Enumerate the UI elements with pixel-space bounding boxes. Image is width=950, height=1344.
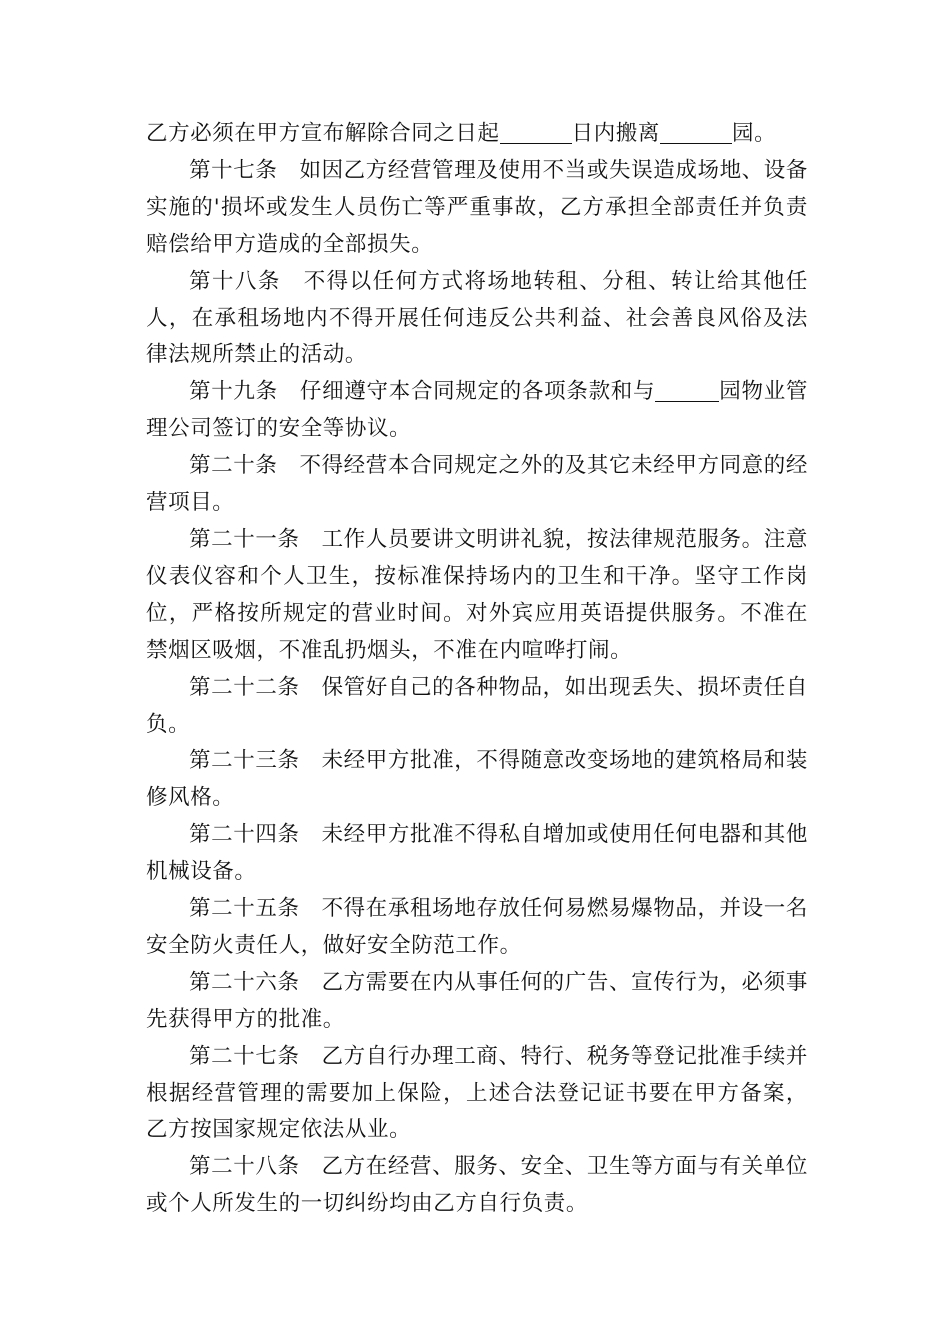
article-text: 乙方需要在内从事任何的广告、宣传行为，必须事先获得甲方的批准。 bbox=[146, 969, 808, 1032]
paragraph-text: 乙方必须在甲方宣布解除合同之日起 bbox=[146, 121, 500, 146]
article-21 bbox=[146, 522, 808, 670]
article-number: 第十七条 bbox=[189, 157, 278, 183]
article-number: 第二十六条 bbox=[189, 969, 300, 995]
article-number: 第二十条 bbox=[189, 453, 278, 479]
article-text: 乙方在经营、服务、安全、卫生等方面与有关单位或个人所发生的一切纠纷均由乙方自行负责。 bbox=[146, 1154, 808, 1217]
article-text: 仔细遵守本合同规定的各项条款和与 bbox=[299, 379, 656, 405]
article-number: 第二十四条 bbox=[189, 822, 300, 848]
article-number: 第十八条 bbox=[189, 268, 281, 294]
article-text: 保管好自己的各种物品，如出现丢失、损坏责任自负。 bbox=[146, 674, 808, 737]
article-number: 第二十五条 bbox=[189, 896, 300, 922]
article-text: 未经甲方批准不得私自增加或使用任何电器和其他机械设备。 bbox=[146, 822, 808, 885]
fill-in-blank-park-name bbox=[655, 379, 719, 402]
article-text: 不得经营本合同规定之外的及其它未经甲方同意的经营项目。 bbox=[146, 453, 808, 516]
fill-in-blank-park bbox=[660, 121, 732, 144]
paragraph-text: 日内搬离 bbox=[571, 121, 661, 146]
article-22 bbox=[146, 670, 808, 744]
article-text: 园物业管理公司签订的安全等协议。 bbox=[146, 379, 809, 442]
article-25 bbox=[146, 891, 808, 965]
article-number: 第二十三条 bbox=[189, 748, 300, 774]
article-text: 未经甲方批准，不得随意改变场地的建筑格局和装修风格。 bbox=[146, 748, 808, 811]
paragraph-text: 园。 bbox=[732, 121, 777, 146]
article-text: 工作人员要讲文明讲礼貌，按法律规范服务。注意仪表仪容和个人卫生，按标准保持场内的卫生和干净。坚守工作岗位，严格按所规定的营业时间。对外宾应用英语提供服务。不准在禁烟区吸烟，不准乱扔烟头，不准在内喧哗打闹。 bbox=[146, 526, 808, 663]
article-24 bbox=[146, 817, 808, 891]
article-number: 第二十七条 bbox=[189, 1043, 300, 1069]
article-18 bbox=[146, 264, 808, 375]
article-27 bbox=[146, 1039, 808, 1150]
article-19 bbox=[146, 374, 808, 448]
fill-in-blank-days bbox=[500, 121, 572, 144]
article-28 bbox=[146, 1149, 808, 1223]
article-number: 第十九条 bbox=[189, 379, 278, 405]
article-20 bbox=[146, 448, 808, 522]
paragraph-continuation bbox=[146, 116, 808, 153]
article-number: 第二十八条 bbox=[189, 1154, 300, 1180]
article-26 bbox=[146, 965, 808, 1039]
article-text: 乙方自行办理工商、特行、税务等登记批准手续并根据经营管理的需要加上保险，上述合法登记证书要在甲方备案，乙方按国家规定依法从业。 bbox=[146, 1043, 808, 1143]
article-17 bbox=[146, 153, 808, 264]
document-body bbox=[146, 116, 808, 1223]
article-text: 如因乙方经营管理及使用不当或失误造成场地、设备实施的'损坏或发生人员伤亡等严重事故，乙方承担全部责任并负责赔偿给甲方造成的全部损失。 bbox=[146, 157, 808, 257]
article-23 bbox=[146, 743, 808, 817]
article-text: 不得以任何方式将场地转租、分租、转让给其他任人，在承租场地内不得开展任何违反公共利益、社会善良风俗及法律法规所禁止的活动。 bbox=[146, 268, 809, 368]
article-number: 第二十二条 bbox=[189, 674, 300, 700]
article-text: 不得在承租场地存放任何易燃易爆物品，并设一名安全防火责任人，做好安全防范工作。 bbox=[146, 896, 808, 958]
article-number: 第二十一条 bbox=[189, 526, 300, 552]
